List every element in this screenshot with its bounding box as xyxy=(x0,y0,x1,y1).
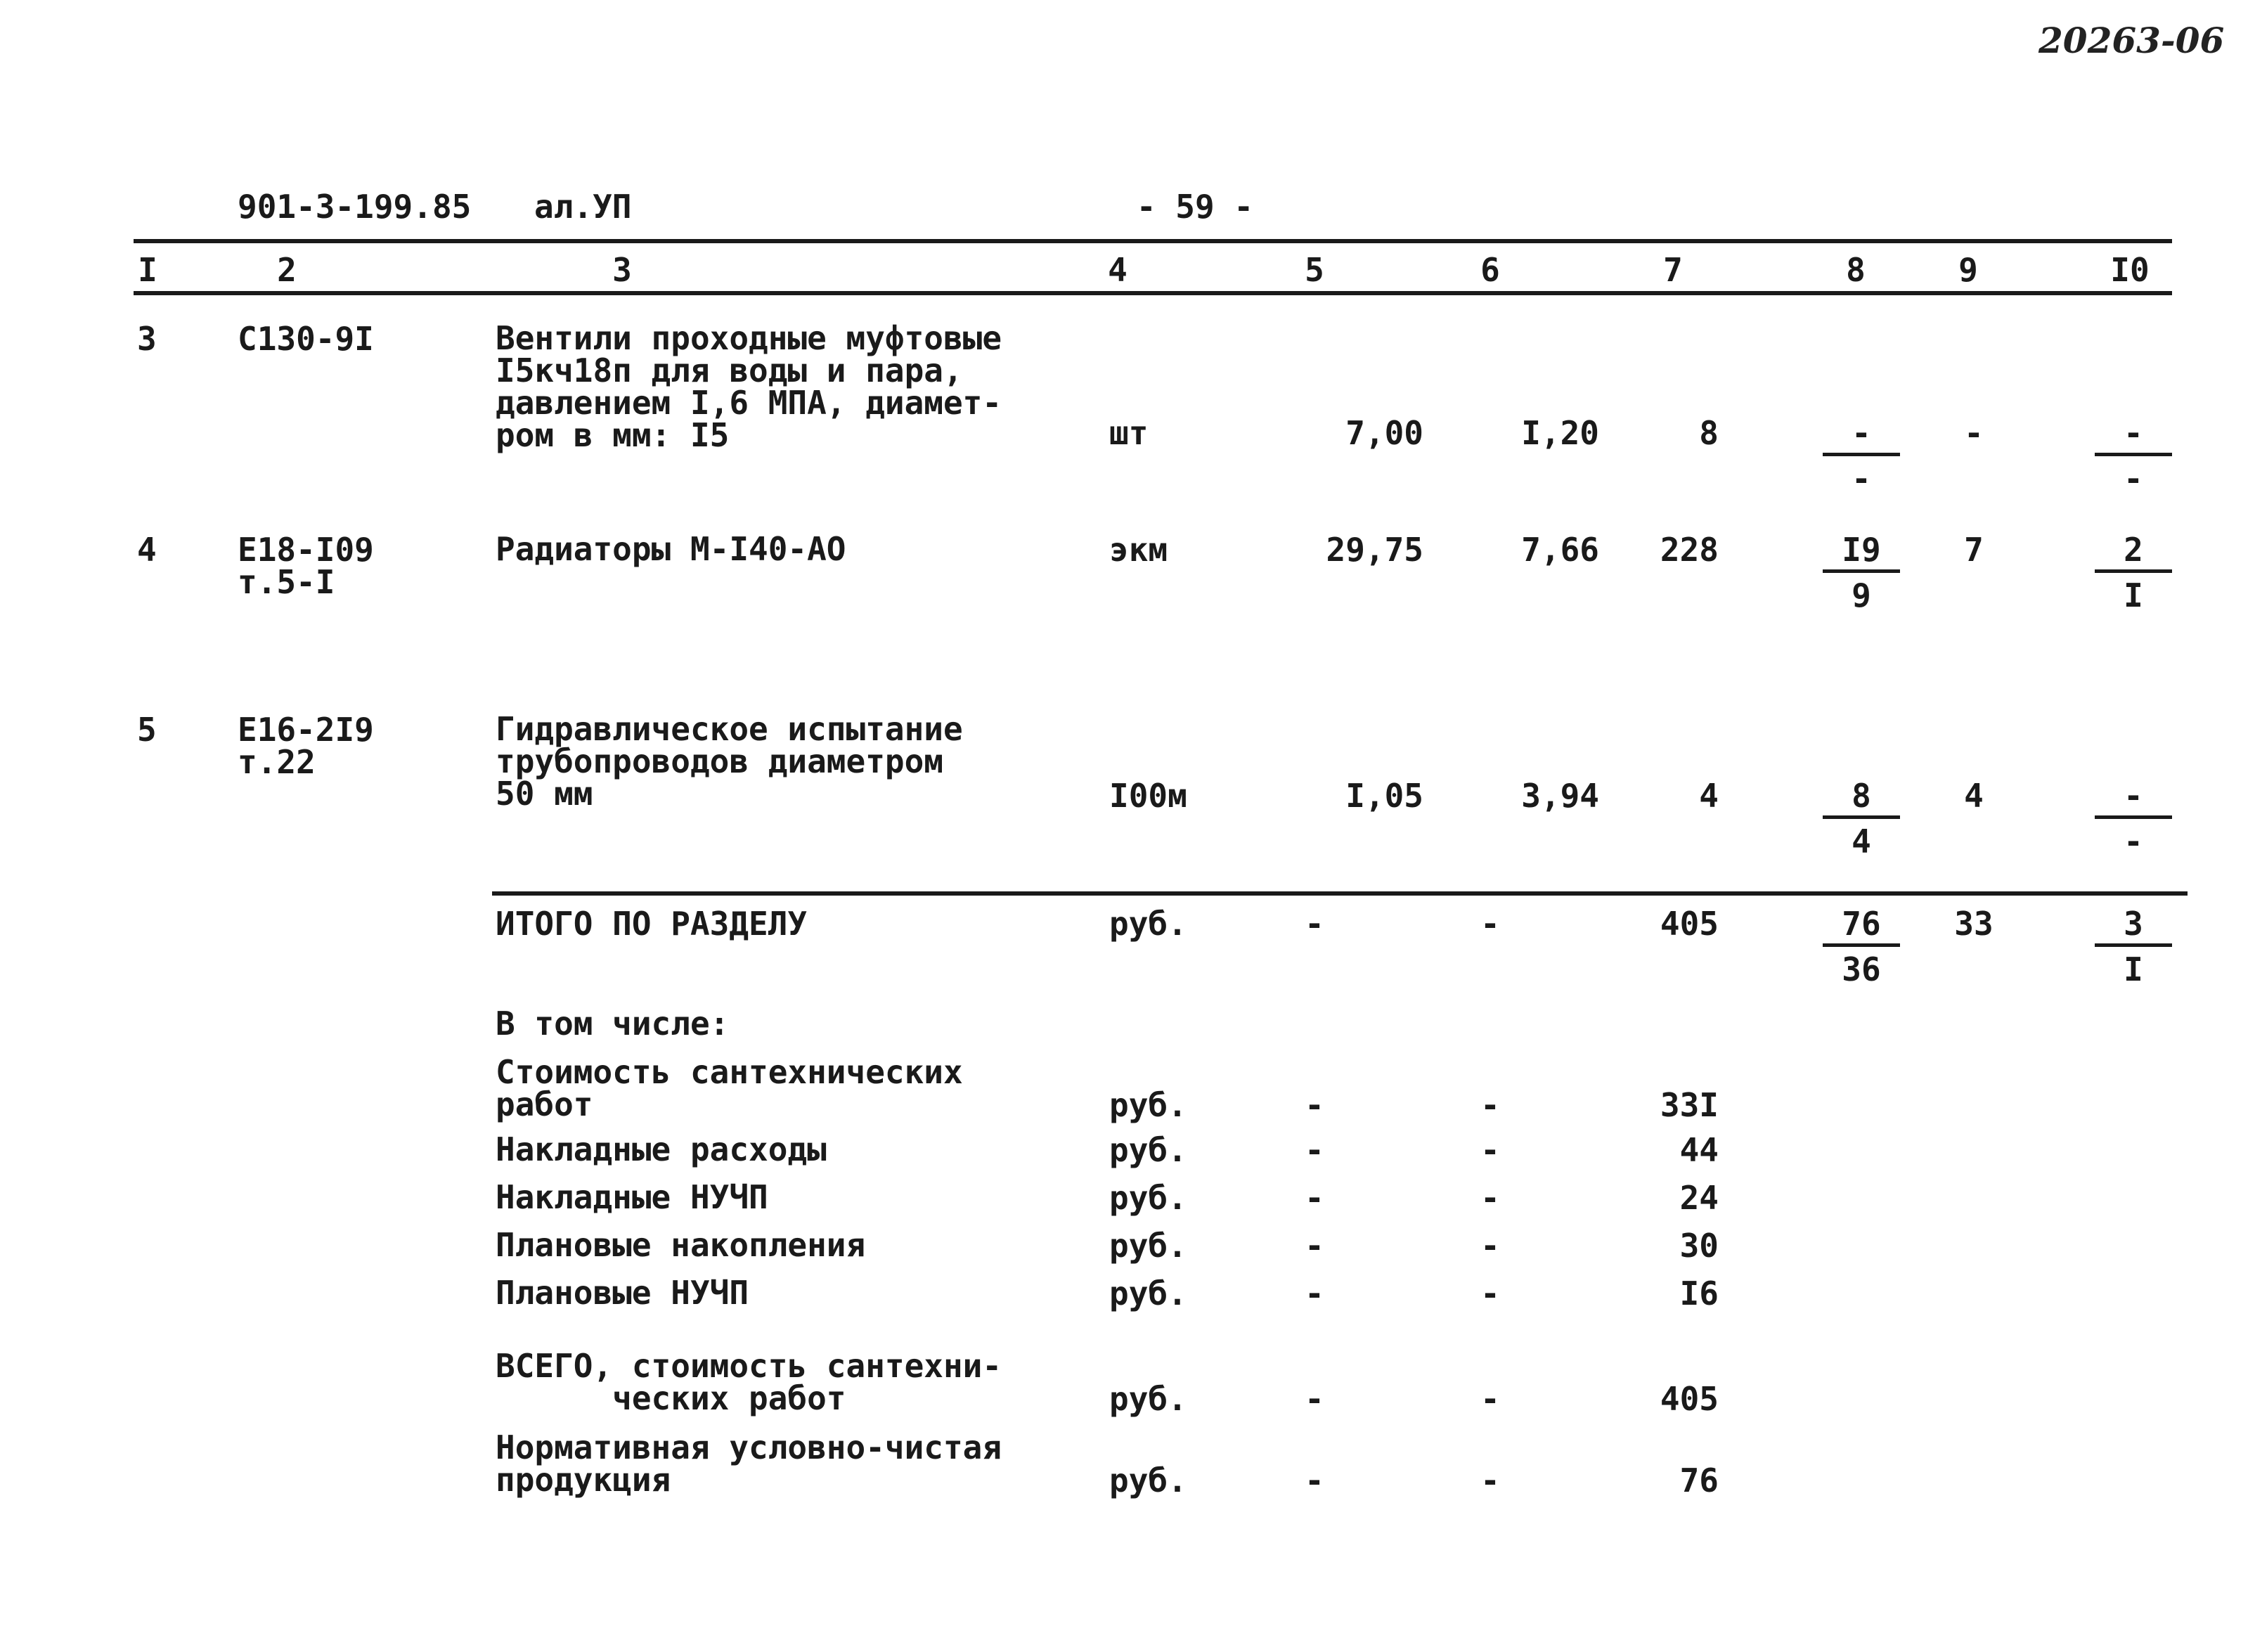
table-row-4-col7: 228 xyxy=(1660,531,1719,569)
breakdown-item-6-unit: руб. xyxy=(1109,1380,1187,1418)
column-header-5: 5 xyxy=(1305,251,1324,289)
including-label: В том числе: xyxy=(496,1005,730,1043)
total-col6: - xyxy=(1480,905,1500,943)
breakdown-item-7-col6: - xyxy=(1480,1461,1500,1499)
header-bottom-rule xyxy=(134,291,2172,295)
table-row-3-unit: шт xyxy=(1109,414,1149,452)
breakdown-item-6-name: ческих работ xyxy=(496,1379,846,1417)
breakdown-item-5-col5: - xyxy=(1305,1275,1324,1312)
table-row-5-col10-denominator: - xyxy=(2124,822,2143,860)
breakdown-item-2-col6: - xyxy=(1480,1131,1500,1169)
breakdown-item-1-col6: - xyxy=(1480,1086,1500,1124)
table-row-4-col10-numerator: 2 xyxy=(2095,533,2172,573)
total-col8-numerator: 76 xyxy=(1823,907,1900,947)
breakdown-item-1-unit: руб. xyxy=(1109,1086,1187,1124)
breakdown-item-6-col6: - xyxy=(1480,1380,1500,1418)
table-row-3-col6: I,20 xyxy=(1521,414,1599,452)
table-row-5-unit: I00м xyxy=(1109,777,1187,815)
breakdown-item-5-name: Плановые НУЧП xyxy=(496,1274,749,1312)
table-row-5-col6: 3,94 xyxy=(1521,777,1599,815)
breakdown-item-3-col5: - xyxy=(1305,1179,1324,1217)
total-col7: 405 xyxy=(1660,905,1719,943)
column-header-9: 9 xyxy=(1958,251,1978,289)
breakdown-item-7-name: продукция xyxy=(496,1461,671,1499)
table-row-4-number: 4 xyxy=(137,531,157,569)
header-series: 901-3-199.85 xyxy=(238,188,472,226)
table-row-4-code: т.5-I xyxy=(238,563,335,601)
breakdown-item-4-name: Плановые накопления xyxy=(496,1226,866,1264)
table-row-5-col8-numerator: 8 xyxy=(1823,779,1900,819)
table-row-3-col8 xyxy=(1823,416,1900,496)
breakdown-item-4-col7: 30 xyxy=(1679,1227,1719,1265)
total-col10-numerator: 3 xyxy=(2095,907,2172,947)
table-row-5-col5: I,05 xyxy=(1345,777,1423,815)
table-row-3-name: Вентили проходные муфтовые xyxy=(496,319,1002,357)
table-row-5-col7: 4 xyxy=(1699,777,1719,815)
breakdown-item-2-col7: 44 xyxy=(1679,1131,1719,1169)
column-header-6: 6 xyxy=(1480,251,1500,289)
breakdown-item-5-col6: - xyxy=(1480,1275,1500,1312)
total-col9: 33 xyxy=(1954,905,1994,943)
table-row-4-col10-denominator: I xyxy=(2124,576,2143,614)
total-col8 xyxy=(1823,907,1900,986)
column-header-1: I xyxy=(138,251,157,289)
table-row-4-col8-numerator: I9 xyxy=(1823,533,1900,573)
table-row-5-col8 xyxy=(1823,779,1900,858)
breakdown-item-1-col5: - xyxy=(1305,1086,1324,1124)
table-row-4-code: Е18-I09 xyxy=(238,531,374,569)
column-header-4: 4 xyxy=(1108,251,1128,289)
total-separator-rule xyxy=(492,891,2188,896)
breakdown-item-2-col5: - xyxy=(1305,1131,1324,1169)
table-row-5-col10 xyxy=(2095,779,2172,858)
breakdown-item-6-col7: 405 xyxy=(1660,1380,1719,1418)
table-row-5-code: Е16-2I9 xyxy=(238,711,374,749)
breakdown-item-3-unit: руб. xyxy=(1109,1179,1187,1217)
table-row-3-col8-numerator: - xyxy=(1823,416,1900,456)
header-album: ал.УП xyxy=(534,188,632,226)
breakdown-item-7-col5: - xyxy=(1305,1461,1324,1499)
table-row-3-name: I5кч18п для воды и пара, xyxy=(496,351,963,389)
total-col10-denominator: I xyxy=(2124,950,2143,988)
table-row-4-col9: 7 xyxy=(1964,531,1984,569)
breakdown-item-1-col7: 33I xyxy=(1660,1086,1719,1124)
table-row-5-col8-denominator: 4 xyxy=(1852,822,1871,860)
column-header-10: I0 xyxy=(2110,251,2150,289)
breakdown-item-3-name: Накладные НУЧП xyxy=(496,1178,768,1216)
total-unit: руб. xyxy=(1109,905,1187,943)
table-row-3-col9: - xyxy=(1964,414,1984,452)
breakdown-item-5-unit: руб. xyxy=(1109,1275,1187,1312)
table-row-3-col10-numerator: - xyxy=(2095,416,2172,456)
column-header-2: 2 xyxy=(277,251,297,289)
breakdown-item-7-col7: 76 xyxy=(1679,1461,1719,1499)
breakdown-item-6-col5: - xyxy=(1305,1380,1324,1418)
total-col8-denominator: 36 xyxy=(1842,950,1881,988)
table-row-5-col10-numerator: - xyxy=(2095,779,2172,819)
table-row-3-col8-denominator: - xyxy=(1852,460,1871,498)
table-row-3-col10-denominator: - xyxy=(2124,460,2143,498)
breakdown-item-2-unit: руб. xyxy=(1109,1131,1187,1169)
table-row-3-col10 xyxy=(2095,416,2172,496)
header-top-rule xyxy=(134,239,2172,243)
table-row-3-col7: 8 xyxy=(1699,414,1719,452)
table-row-4-name: Радиаторы М-I40-АО xyxy=(496,530,846,568)
document-code: 20263-06 xyxy=(2038,20,2225,61)
breakdown-item-3-col6: - xyxy=(1480,1179,1500,1217)
table-row-5-name: Гидравлическое испытание xyxy=(496,710,963,748)
breakdown-item-5-col7: I6 xyxy=(1679,1275,1719,1312)
total-col10 xyxy=(2095,907,2172,986)
column-header-7: 7 xyxy=(1663,251,1683,289)
table-row-5-name: трубопроводов диаметром xyxy=(496,742,943,780)
breakdown-item-4-col5: - xyxy=(1305,1227,1324,1265)
table-row-3-number: 3 xyxy=(137,320,157,358)
breakdown-item-1-name: работ xyxy=(496,1085,593,1123)
table-row-4-col10 xyxy=(2095,533,2172,612)
breakdown-item-3-col7: 24 xyxy=(1679,1179,1719,1217)
total-name: ИТОГО ПО РАЗДЕЛУ xyxy=(496,905,808,943)
table-row-4-col6: 7,66 xyxy=(1521,531,1599,569)
breakdown-item-1-name: Стоимость сантехнических xyxy=(496,1053,963,1091)
total-col5: - xyxy=(1305,905,1324,943)
page-number: - 59 - xyxy=(1136,188,1254,226)
breakdown-item-7-unit: руб. xyxy=(1109,1461,1187,1499)
table-row-4-col8 xyxy=(1823,533,1900,612)
table-row-3-code: С130-9I xyxy=(238,320,374,358)
table-row-4-col5: 29,75 xyxy=(1326,531,1423,569)
table-row-3-col5: 7,00 xyxy=(1345,414,1423,452)
breakdown-item-4-col6: - xyxy=(1480,1227,1500,1265)
table-row-5-number: 5 xyxy=(137,711,157,749)
column-header-3: 3 xyxy=(612,251,632,289)
table-row-4-col8-denominator: 9 xyxy=(1852,576,1871,614)
table-row-3-name: ром в мм: I5 xyxy=(496,416,730,454)
table-row-4-unit: экм xyxy=(1109,531,1168,569)
table-row-3-name: давлением I,6 МПА, диамет- xyxy=(496,384,1002,422)
breakdown-item-6-name: ВСЕГО, стоимость сантехни- xyxy=(496,1347,1002,1385)
column-header-8: 8 xyxy=(1846,251,1866,289)
table-row-5-name: 50 мм xyxy=(496,775,593,813)
table-row-5-code: т.22 xyxy=(238,743,316,781)
breakdown-item-7-name: Нормативная условно-чистая xyxy=(496,1428,1002,1466)
table-row-5-col9: 4 xyxy=(1964,777,1984,815)
breakdown-item-2-name: Накладные расходы xyxy=(496,1130,827,1168)
breakdown-item-4-unit: руб. xyxy=(1109,1227,1187,1265)
